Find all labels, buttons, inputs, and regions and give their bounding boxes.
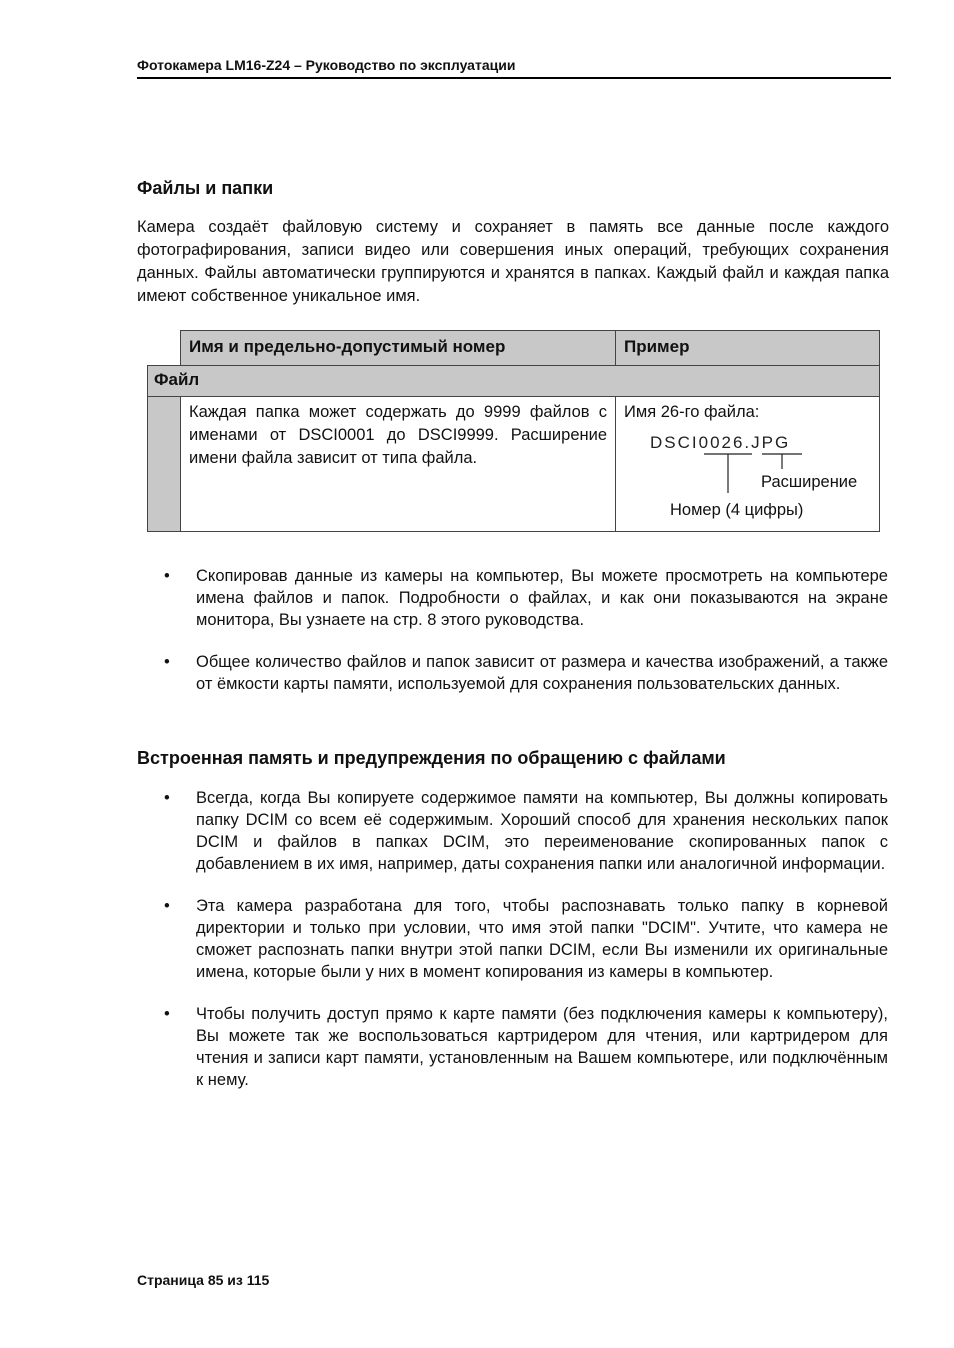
bullet-symbol: • — [164, 653, 170, 671]
table-example-cell — [616, 397, 880, 532]
table-header-name: Имя и предельно-допустимый номер — [181, 331, 616, 366]
page-footer: Страница 85 из 115 — [137, 1272, 270, 1288]
example-filename: DSCI0026.JPG — [650, 433, 791, 452]
section-title-files-folders: Файлы и папки — [137, 178, 274, 198]
list-item: • Эта камера разработана для того, чтобы распознавать только папку в корневой директории и только при условии, что имя этой папки "DCIM". Учтите, что камера не сможет распознать папки внутри этой папки DCIM, если Вы изменили их оригинальные имена, которые были у них в момент копирования из камеры в компьютер. — [164, 897, 888, 981]
list-item: • Скопировав данные из камеры на компьютер, Вы можете просмотреть на компьютере имена файлов и папок. Подробности о файлах, и как они показываются на экране монитора, Вы узнаете на стр. 8 этого руководства. — [164, 567, 888, 629]
list-item: • Всегда, когда Вы копируете содержимое памяти на компьютер, Вы должны копировать папку DCIM со всем её содержимым. Хороший способ для хранения нескольких папок DCIM и файлов в папках DCIM, это переименование скопированных папок с добавлением в их имя, например, даты сохранения папки или аналогичной информации. — [164, 789, 888, 873]
list-item: • Общее количество файлов и папок зависит от размера и качества изображений, а также от ёмкости карты памяти, используемой для сохранения пользовательских данных. — [164, 653, 888, 693]
list-item: • Чтобы получить доступ прямо к карте памяти (без подключения камеры к компьютеру), Вы можете так же воспользоваться картридером для чтения, или картридером для чтения и записи карт памяти, установленным на Вашем компьютере, или подключённым к нему. — [164, 1005, 888, 1089]
example-extension-label: Расширение — [761, 473, 858, 491]
table-corner — [148, 331, 181, 366]
bullet-symbol: • — [164, 789, 170, 807]
intro-paragraph: Камера создаёт файловую систему и сохраняет в память все данные после каждого фотографирования, записи видео или совершения иных операций, требующих сохранения данных. Файлы автоматически группируются и хранятся в папках. Каждый файл и каждая папка имеют собственное уникальное имя. — [137, 218, 889, 305]
example-number-label: Номер (4 цифры) — [670, 501, 804, 519]
bullet-list-memory — [158, 787, 888, 1111]
file-naming-table — [147, 330, 880, 532]
table-description-cell: Каждая папка может содержать до 9999 файлов с именами от DSCI0001 до DSCI9999. Расширение имени файла зависит от типа файла. — [181, 397, 616, 532]
bullet-symbol: • — [164, 567, 170, 585]
bullet-symbol: • — [164, 1005, 170, 1023]
page-header: Фотокамера LM16-Z24 – Руководство по эксплуатации — [137, 57, 891, 79]
table-side-shade — [148, 397, 181, 532]
table-header-example: Пример — [616, 331, 880, 366]
bullet-symbol: • — [164, 897, 170, 915]
example-title: Имя 26-го файла: — [624, 403, 760, 421]
table-section-file: Файл — [148, 366, 880, 397]
bullet-list-files — [158, 565, 888, 715]
section-title-memory-warnings: Встроенная память и предупреждения по обращению с файлами — [137, 748, 726, 768]
